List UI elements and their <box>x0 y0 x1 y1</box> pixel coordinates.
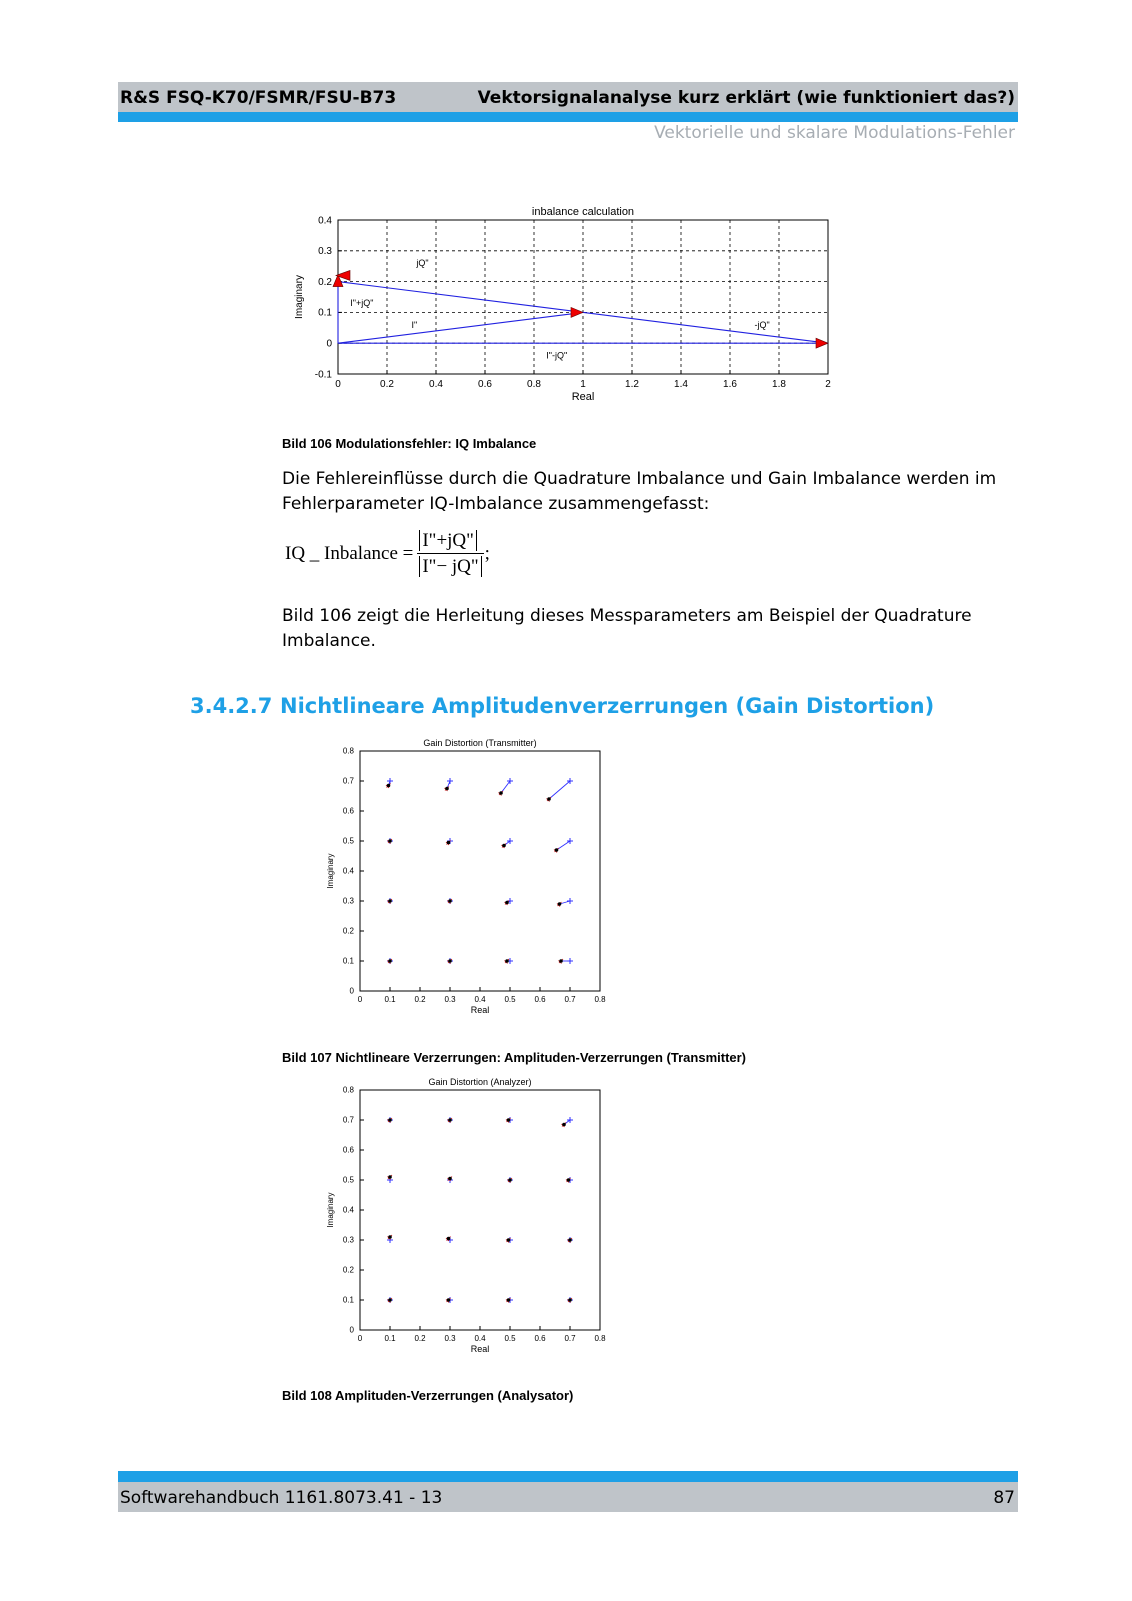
plot-area <box>338 220 828 374</box>
x-tick-label: 0.6 <box>534 995 546 1004</box>
y-tick-label: 0.2 <box>342 1265 354 1275</box>
x-tick-label: 1 <box>580 379 586 390</box>
measured-point <box>502 844 506 848</box>
y-tick-label: 0 <box>349 986 354 996</box>
chart-title: Gain Distortion (Analyzer) <box>428 1077 532 1087</box>
x-tick-label: 0.1 <box>384 1334 396 1343</box>
measured-point <box>562 1123 566 1127</box>
x-tick-label: 0.5 <box>504 995 516 1004</box>
x-tick-label: 0.4 <box>429 379 443 390</box>
y-tick-label: 0.2 <box>318 276 332 288</box>
section-number: 3.4.2.7 <box>190 694 273 718</box>
x-tick-label: 0.6 <box>478 379 492 390</box>
measured-point <box>388 1175 392 1179</box>
x-tick-label: 0 <box>335 379 341 390</box>
y-tick-label: 0.1 <box>342 956 354 966</box>
measured-point <box>388 899 392 903</box>
measured-point <box>388 1298 392 1302</box>
section-title: Nichtlineare Amplitudenverzerrungen (Gain Distortion) <box>280 694 935 718</box>
y-tick-label: 0.6 <box>342 806 354 816</box>
measured-point <box>447 1298 451 1302</box>
y-tick-label: 0.5 <box>342 836 354 846</box>
x-tick-label: 0.8 <box>594 995 606 1004</box>
iq-imbalance-formula <box>284 530 491 578</box>
measured-point <box>388 959 392 963</box>
y-tick-label: 0.3 <box>342 1235 354 1245</box>
measured-point <box>505 959 509 963</box>
y-tick-label: 0.1 <box>342 1295 354 1305</box>
measured-point <box>505 901 509 905</box>
x-tick-label: 0.6 <box>534 1334 546 1343</box>
caption-fig108: Bild 108 Amplituden-Verzerrungen (Analysator) <box>282 1388 574 1403</box>
measured-point <box>568 1298 572 1302</box>
x-tick-label: 0.7 <box>564 1334 576 1343</box>
page-number: 87 <box>993 1488 1015 1508</box>
y-tick-label: 0.6 <box>342 1145 354 1155</box>
x-tick-label: 0.5 <box>504 1334 516 1343</box>
x-axis-label: Real <box>470 1005 490 1015</box>
formula-lhs: IQ _ Inbalance = <box>285 543 414 564</box>
y-tick-label: 0.3 <box>342 896 354 906</box>
y-axis-label: Imaginary <box>326 1192 335 1228</box>
measured-point <box>388 1235 392 1239</box>
caption-fig106: Bild 106 Modulationsfehler: IQ Imbalance <box>282 436 537 451</box>
y-tick-label: 0.8 <box>342 1085 354 1095</box>
paragraph-1: Die Fehlereinflüsse durch die Quadrature Imbalance und Gain Imbalance werden im Fehlerparameter IQ-Imbalance zusammengefasst: <box>282 469 997 514</box>
measured-point <box>387 784 391 788</box>
x-tick-label: 0.2 <box>380 379 394 390</box>
formula-denominator: I"− jQ" <box>419 556 481 577</box>
measured-point <box>388 839 392 843</box>
y-tick-label: 0 <box>349 1325 354 1335</box>
measured-point <box>507 1298 511 1302</box>
chart-title: Gain Distortion (Transmitter) <box>423 738 537 748</box>
measured-point <box>499 791 503 795</box>
paragraph-2: Bild 106 zeigt die Herleitung dieses Messparameters am Beispiel der Quadrature Imbalance. <box>282 606 972 651</box>
x-tick-label: 1.6 <box>723 379 737 390</box>
measured-point <box>568 1238 572 1242</box>
measured-point <box>547 797 551 801</box>
y-tick-label: 0.4 <box>342 1205 354 1215</box>
vector-annotation: I"-jQ" <box>546 350 568 361</box>
x-tick-label: 0.4 <box>474 995 486 1004</box>
formula-numerator: I"+jQ" <box>419 530 477 551</box>
y-tick-label: 0.3 <box>318 246 332 258</box>
vector-annotation: -jQ" <box>754 319 770 330</box>
x-tick-label: 1.2 <box>625 379 639 390</box>
y-tick-label: 0.1 <box>318 307 332 319</box>
footer-manual-id: Softwarehandbuch 1161.8073.41 - 13 <box>120 1488 443 1508</box>
header-product: R&S FSQ-K70/FSMR/FSU-B73 <box>120 88 397 108</box>
measured-point <box>445 787 449 791</box>
measured-point <box>388 1118 392 1122</box>
y-tick-label: 0.5 <box>342 1175 354 1185</box>
measured-point <box>507 1118 511 1122</box>
measured-point <box>448 899 452 903</box>
x-tick-label: 0.3 <box>444 995 456 1004</box>
plot-area <box>360 751 600 991</box>
x-tick-label: 0.1 <box>384 995 396 1004</box>
y-tick-label: 0.7 <box>342 776 354 786</box>
y-tick-label: -0.1 <box>314 369 332 381</box>
y-tick-label: 0.8 <box>342 746 354 756</box>
measured-point <box>567 1178 571 1182</box>
vector-annotation: I"+jQ" <box>350 298 374 309</box>
gain-distortion-transmitter-chart <box>325 738 625 1030</box>
vector-annotation: jQ" <box>416 258 429 269</box>
y-tick-label: 0.4 <box>318 215 332 227</box>
measured-point <box>448 959 452 963</box>
measured-point <box>448 1118 452 1122</box>
y-axis-label: Imaginary <box>326 853 335 889</box>
vector-annotation: I" <box>411 319 418 330</box>
header-chapter-title: Vektorsignalanalyse kurz erklärt (wie funktioniert das?) <box>477 88 1015 108</box>
x-tick-label: 1.4 <box>674 379 688 390</box>
measured-point <box>558 902 562 906</box>
measured-point <box>448 1177 452 1181</box>
imbalance-chart <box>290 196 870 416</box>
header-accent-bar <box>118 112 1018 122</box>
x-tick-label: 0.7 <box>564 995 576 1004</box>
measured-point <box>447 1237 451 1241</box>
y-tick-label: 0.2 <box>342 926 354 936</box>
x-tick-label: 2 <box>825 379 831 390</box>
caption-fig107: Bild 107 Nichtlineare Verzerrungen: Amplituden-Verzerrungen (Transmitter) <box>282 1050 747 1065</box>
y-tick-label: 0.4 <box>342 866 354 876</box>
formula-tail: ; <box>484 543 490 564</box>
section-heading <box>190 694 934 718</box>
x-tick-label: 1.8 <box>772 379 786 390</box>
header-subtitle: Vektorielle und skalare Modulations-Fehler <box>654 123 1015 143</box>
x-tick-label: 0.3 <box>444 1334 456 1343</box>
y-tick-label: 0.7 <box>342 1115 354 1125</box>
x-tick-label: 0.2 <box>414 1334 426 1343</box>
y-axis-label: Imaginary <box>294 275 305 319</box>
x-tick-label: 0.4 <box>474 1334 486 1343</box>
x-tick-label: 0.8 <box>527 379 541 390</box>
x-tick-label: 0.8 <box>594 1334 606 1343</box>
gain-distortion-analyzer-chart <box>325 1077 625 1369</box>
x-axis-label: Real <box>470 1344 490 1354</box>
x-axis-label: Real <box>571 391 595 403</box>
measured-point <box>507 1238 511 1242</box>
measured-point <box>559 959 563 963</box>
y-tick-label: 0 <box>326 338 332 350</box>
x-tick-label: 0 <box>357 995 363 1004</box>
chart-title: inbalance calculation <box>531 206 635 218</box>
x-tick-label: 0.2 <box>414 995 426 1004</box>
measured-point <box>447 841 451 845</box>
measured-point <box>508 1178 512 1182</box>
x-tick-label: 0 <box>357 1334 363 1343</box>
footer-accent-bar <box>118 1471 1018 1482</box>
measured-point <box>555 848 559 852</box>
